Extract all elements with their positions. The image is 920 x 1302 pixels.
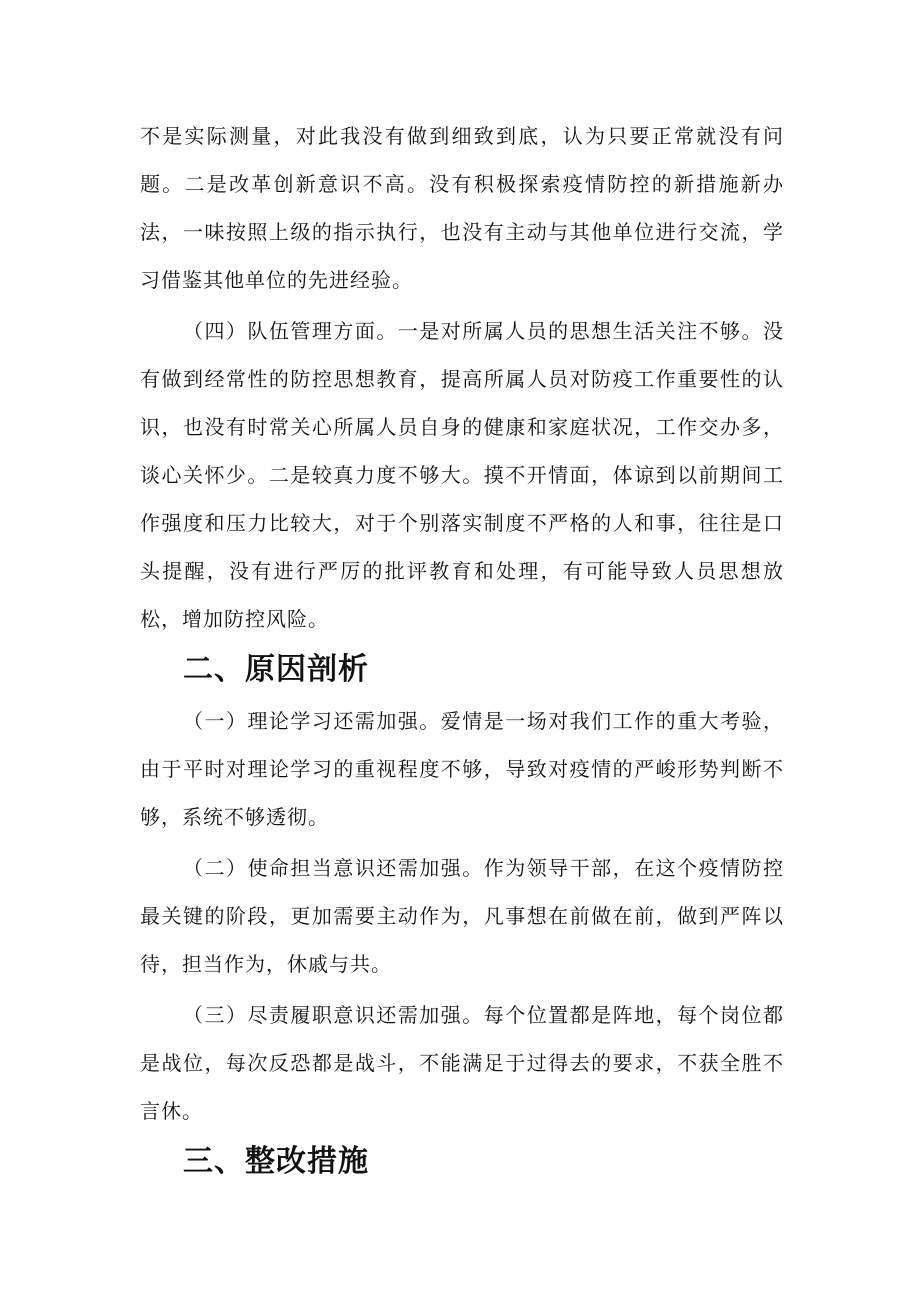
- paragraph-theory-study: （一）理论学习还需加强。爱情是一场对我们工作的重大考验，由于平时对理论学习的重视程度不够，导致对疫情的严峻形势判断不够，系统不够透彻。: [140, 709, 784, 829]
- heading-rectification-measures: 三、整改措施: [183, 1144, 369, 1179]
- paragraph-mission-responsibility: （二）使命担当意识还需加强。作为领导干部，在这个疫情防控最关键的阶段，更加需要主动作为，凡事想在前做在前，做到严阵以待，担当作为，休戚与共。: [140, 856, 784, 976]
- paragraph-continuation: 不是实际测量，对此我没有做到细致到底，认为只要正常就没有问题。二是改革创新意识不高。没有积极探索疫情防控的新措施新办法，一味按照上级的指示执行，也没有主动与其他单位进行交流，学习借鉴其他单位的先进经验。: [140, 124, 784, 292]
- heading-cause-analysis: 二、原因剖析: [183, 652, 369, 687]
- paragraph-team-management: （四）队伍管理方面。一是对所属人员的思想生活关注不够。没有做到经常性的防控思想教育，提高所属人员对防疫工作重要性的认识，也没有时常关心所属人员自身的健康和家庭状况，工作交办多，谈心关怀少。二是较真力度不够大。摸不开情面，体谅到以前期间工作强度和压力比较大，对于个别落实制度不严格的人和事，往往是口头提醒，没有进行严厉的批评教育和处理，有可能导致人员思想放松，增加防控风险。: [140, 319, 784, 631]
- paragraph-duty-performance: （三）尽责履职意识还需加强。每个位置都是阵地，每个岗位都是战位，每次反恐都是战斗，不能满足于过得去的要求，不获全胜不言休。: [140, 1003, 784, 1123]
